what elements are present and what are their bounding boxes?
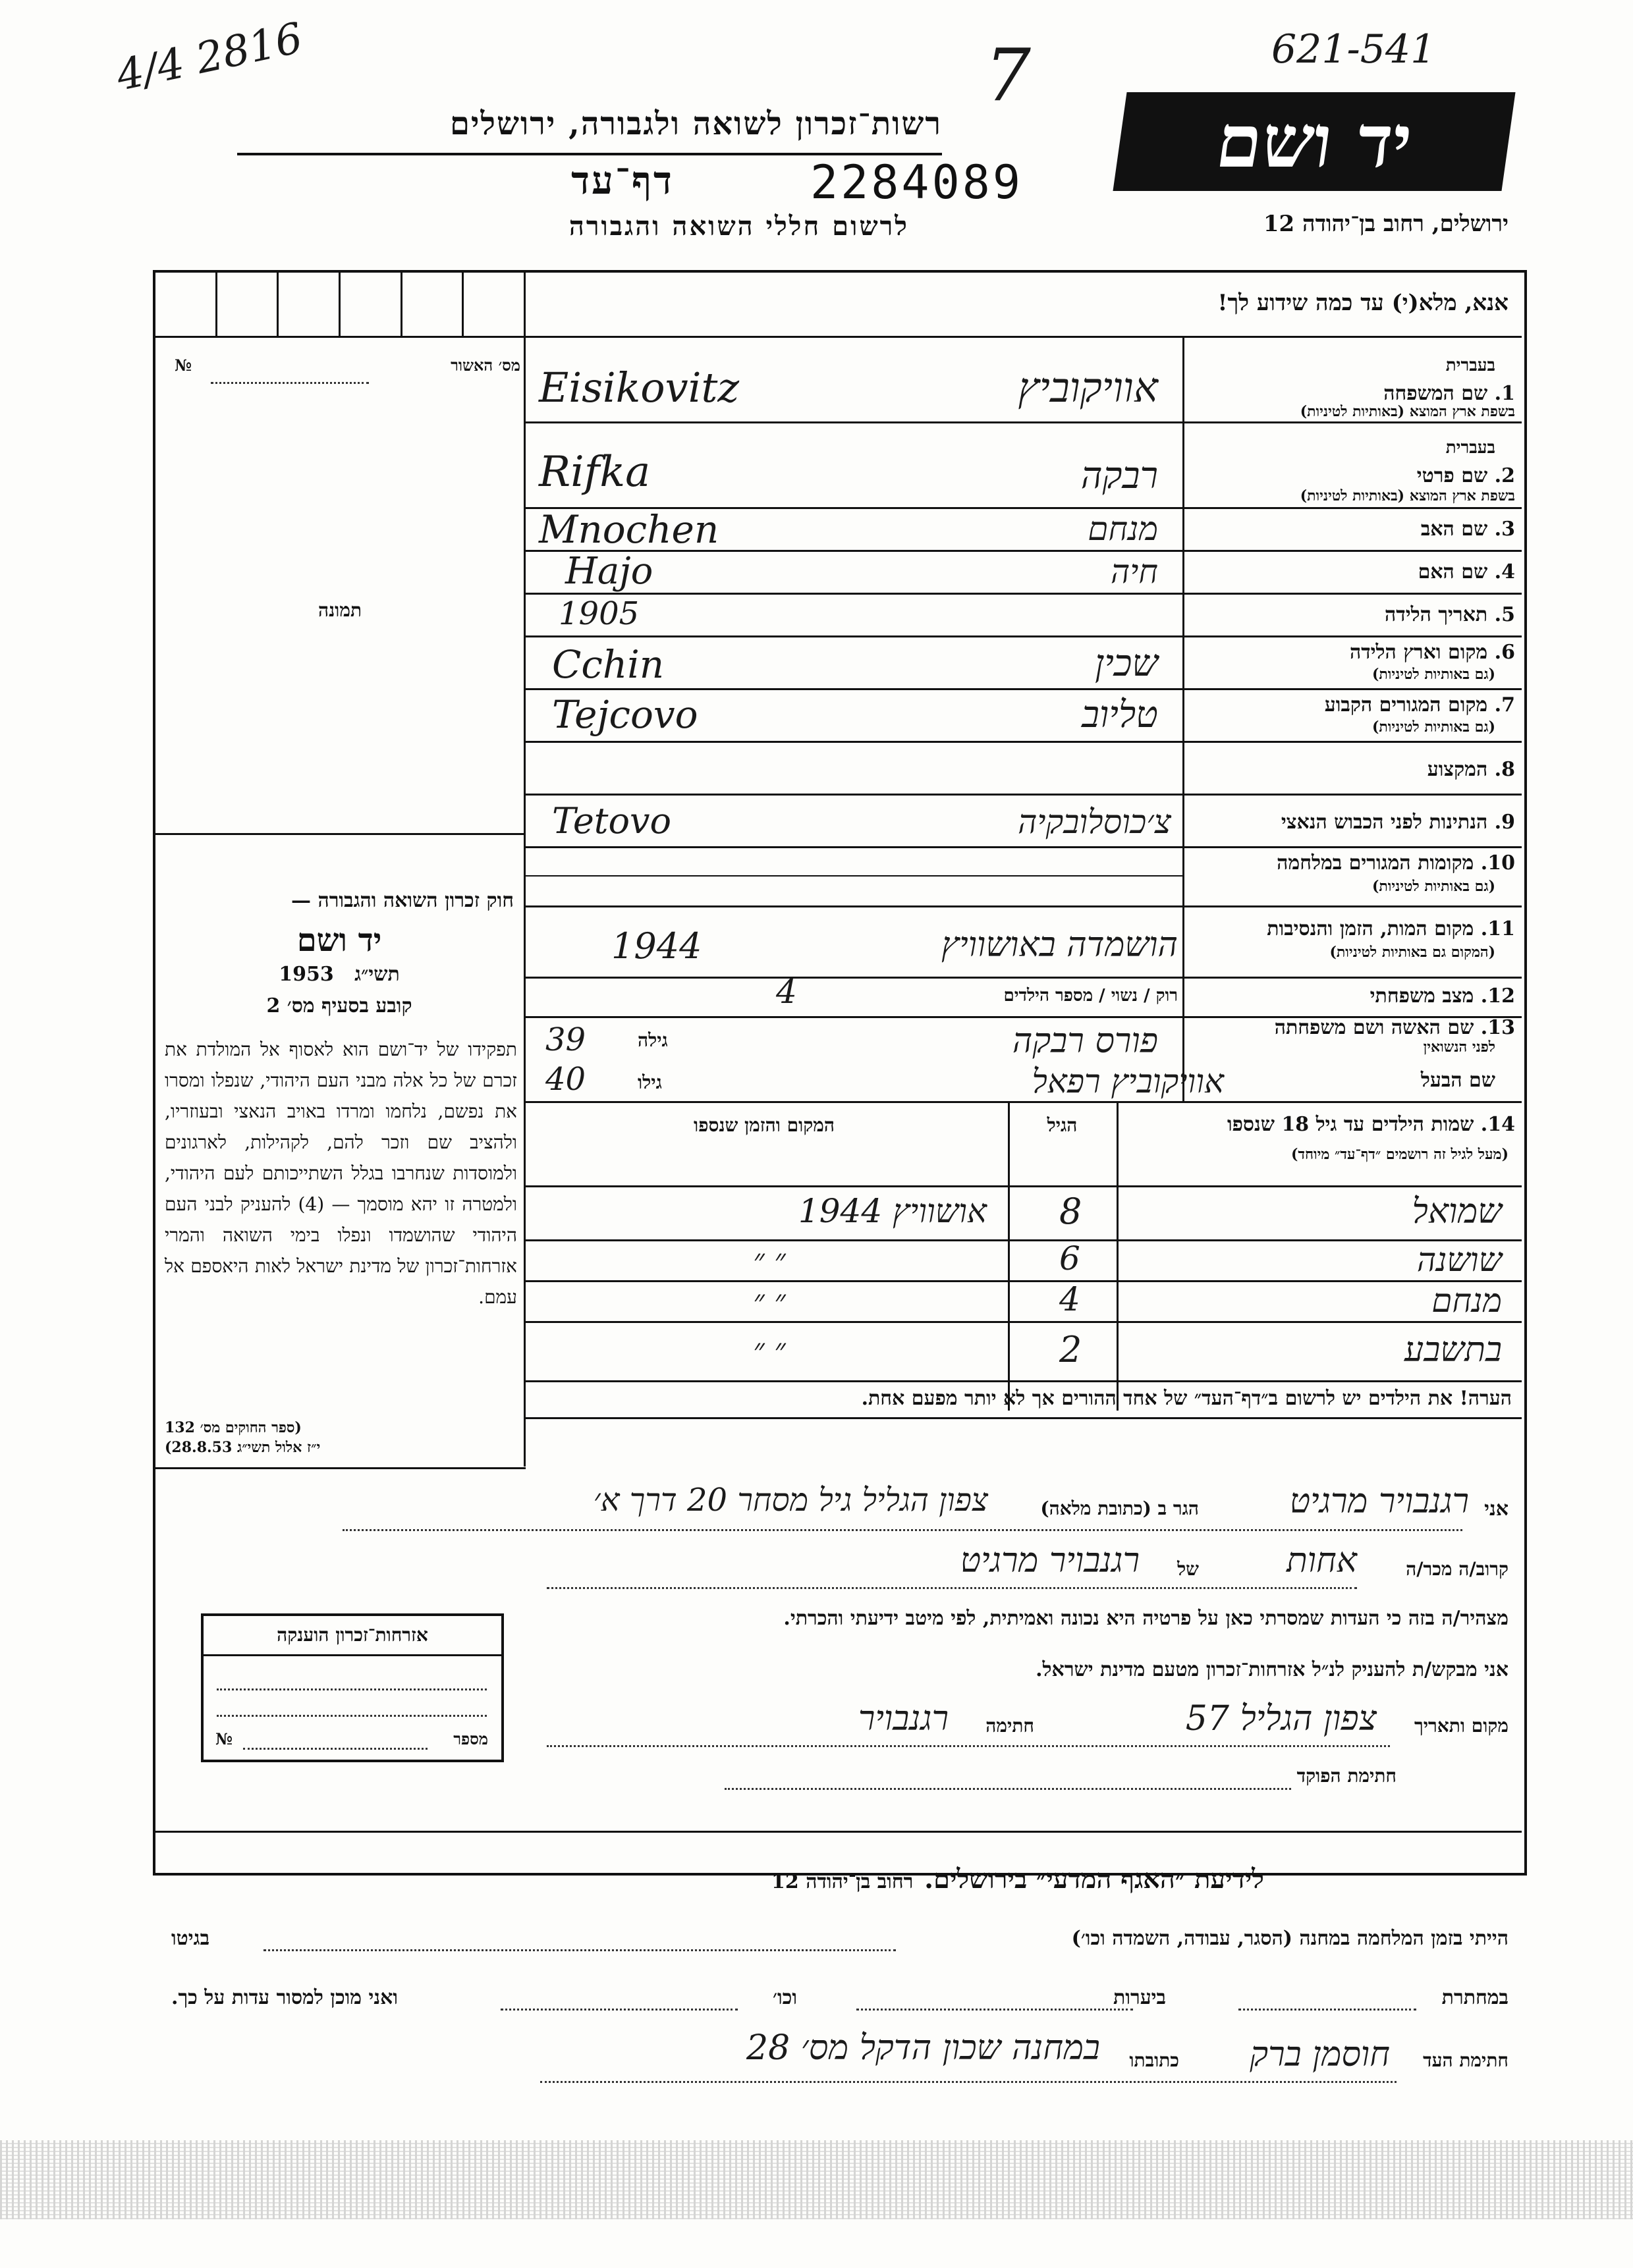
field-residence-sub: (גם באותיות לטיניות) [1371, 718, 1495, 736]
children-number: 14. [1480, 1113, 1515, 1136]
law-name: יד ושם [296, 922, 382, 959]
field-wife-label [1275, 1016, 1515, 1039]
law-heading: חוק זכרון השואה והגבורה — [291, 889, 514, 912]
field-birthplace-label-text: מקום וארץ הלידה [1349, 641, 1488, 664]
field-surname-label-text: שם המשפחה [1383, 382, 1488, 405]
field-row-residence [526, 688, 1522, 743]
witness-signature-label: חתימת העד [1423, 2049, 1508, 2071]
child-3-age[interactable]: 4 [1059, 1280, 1080, 1318]
field-wartime-number: 10. [1480, 851, 1515, 875]
field-row-mother [526, 550, 1522, 595]
child-row-2 [526, 1239, 1522, 1282]
field-mother-label-text: שם האם [1418, 560, 1488, 583]
child-2-place[interactable]: ״ ״ [753, 1242, 786, 1278]
approval-boxes [155, 271, 524, 336]
declarant-relation[interactable]: אחות [1287, 1541, 1357, 1580]
field-father-latin[interactable]: Mnochen [539, 507, 719, 552]
field-husband-label: שם הבעל [1420, 1069, 1495, 1092]
field-mother-number: 4. [1494, 560, 1515, 583]
field-row-death [526, 905, 1522, 979]
declarant-address[interactable]: צפון הגליל גיל מסחר 20 דרך א׳ [593, 1482, 988, 1519]
field-firstname-latin[interactable]: Rifka [539, 448, 651, 497]
field-death-year[interactable]: 1944 [611, 925, 702, 967]
photocopy-noise [0, 2140, 1633, 2219]
field-death-sub: (המקום גם באותיות לטיניות) [1329, 944, 1495, 961]
photo-bottom-line [155, 833, 524, 835]
law-year-row [165, 963, 514, 986]
children-col-place: המקום והזמן שנספו [694, 1114, 835, 1136]
law-year: 1953 [279, 963, 334, 986]
field-birthplace-number: 6. [1494, 641, 1515, 664]
field-birthdate-label-text: תאריך הלידה [1385, 603, 1488, 626]
field-firstname-label-text: שם פרטי [1416, 464, 1488, 487]
child-3-name[interactable]: מנחם [1431, 1282, 1502, 1320]
field-row-father [526, 507, 1522, 552]
bottom-address: רחוב בן־יהודה 12 [771, 1870, 914, 1893]
field-firstname-hebrew-tag: בעברית [1445, 438, 1495, 458]
field-profession-label [1427, 758, 1515, 781]
field-father-hebrew[interactable]: מנחם [1088, 510, 1158, 548]
field-birthdate-value[interactable]: 1905 [559, 595, 640, 632]
field-marital-number: 12. [1480, 985, 1515, 1008]
bottom-etc-label: וכו׳ [773, 1986, 797, 2009]
citizenship-number-label: מספר [453, 1729, 488, 1748]
field-husband-age-label: גילו [638, 1071, 662, 1093]
citizenship-title: אזרחות־זכרון הוענקה [277, 1624, 428, 1646]
field-wartime-label [1277, 851, 1515, 875]
witness-underline [540, 2081, 1397, 2083]
place-date-row [527, 1699, 1508, 1745]
yad-vashem-address: ירושלים, רחוב בן־יהודה 12 [1263, 211, 1508, 237]
bottom-camp-line[interactable] [263, 1949, 896, 1951]
citizenship-number-line[interactable] [243, 1748, 428, 1750]
field-row-wife [526, 1016, 1522, 1061]
field-surname-hebrew-tag: בעברית [1445, 356, 1495, 375]
children-heading [1120, 1113, 1515, 1136]
child-1-place[interactable]: אושוויץ 1944 [798, 1192, 987, 1230]
field-citizenship-label-text: הנתינות לפני הכבוש הנאצי [1281, 811, 1488, 834]
bottom-forests-line[interactable] [856, 2009, 1133, 2011]
declarant-line-1-underline [343, 1529, 1462, 1531]
witness-address-value[interactable]: במחנה שכון הדקל מס׳ 28 [746, 2028, 1100, 2068]
field-wife-label-text: שם האשה ושם משפחתה [1274, 1016, 1474, 1039]
children-top-line [526, 1101, 1522, 1103]
bottom-line-3 [461, 2028, 1508, 2081]
children-note: הערה! את הילדים יש לרשום ב״דף־העד״ של אחד ההורים אך לא יותר מפעם אחת. [861, 1387, 1512, 1410]
approval-n-label: № [175, 356, 192, 375]
field-surname-latin[interactable]: Eisikovitz [539, 364, 740, 412]
field-row-profession [526, 741, 1522, 796]
place-date-value[interactable]: צפון הגליל 57 [1185, 1699, 1377, 1739]
field-death-number: 11. [1480, 917, 1515, 940]
field-marital-label [1370, 985, 1515, 1008]
witness-address-label: כתובתו [1129, 2049, 1179, 2071]
field-wartime-sub: (גם באותיות לטיניות) [1371, 878, 1495, 895]
field-surname-number: 1. [1494, 382, 1515, 405]
law-reference: (ספר החוקים מס׳ 132 [165, 1419, 302, 1436]
law-section: קובע בסעיף מס׳ 2 [266, 994, 412, 1017]
declarant-of-label: של [1177, 1558, 1199, 1580]
field-profession-number: 8. [1494, 758, 1515, 781]
field-wife-sub: לפני הנשואין [1423, 1039, 1495, 1056]
declaration-text: מצהיר/ה בזה כי העדות שמסרתי כאן על פרטיה היא נכונה ואמיתית, לפי מיטב ידיעתי והכרתי. [783, 1607, 1508, 1630]
field-row-birthplace [526, 635, 1522, 690]
bottom-willing-label: ואני מוכן למסור עדות על כך. [171, 1986, 399, 2009]
child-row-4 [526, 1321, 1522, 1382]
child-row-1 [526, 1185, 1522, 1241]
law-reference-date: י״ז אלול תשי״ג 28.8.53) [165, 1439, 321, 1456]
law-box-bottom [155, 1467, 526, 1469]
child-1-age[interactable]: 8 [1059, 1191, 1082, 1232]
children-heading-sub: (מעל לגיל זה רושמים ״דף־עד״ מיוחד) [1290, 1146, 1508, 1163]
field-mother-hebrew[interactable]: חיה [1111, 553, 1158, 591]
child-1-name[interactable]: שמואל [1412, 1192, 1502, 1231]
bottom-title-row [527, 1864, 1508, 1895]
field-birthdate-label [1385, 603, 1515, 626]
field-row-firstname [526, 421, 1522, 509]
declarant-line-1 [329, 1482, 1508, 1528]
field-death-label-text: מקום המות, הזמן והנסיבות [1267, 917, 1474, 940]
top-center-mark: 7 [985, 33, 1031, 117]
field-residence-latin[interactable]: Tejcovo [552, 692, 698, 737]
field-wife-number: 13. [1480, 1016, 1515, 1039]
field-father-label-text: שם האב [1420, 518, 1488, 541]
fields-area [526, 337, 1522, 1101]
law-year-hebrew: תשי״ג [354, 963, 400, 986]
top-right-reference: 621-541 [1271, 26, 1436, 72]
bottom-camp-label: הייתי בזמן המלחמה במחנה (הסגר, עבודה, השמדה וכו׳) [1071, 1927, 1508, 1950]
bottom-title: לידיעת ״האגף המדעי״ בירושלים. [924, 1864, 1264, 1895]
officer-signature-line[interactable] [725, 1788, 1291, 1790]
child-4-place[interactable]: ״ ״ [753, 1332, 786, 1367]
field-residence-number: 7. [1494, 693, 1515, 716]
instruction-text: אנא, מלא(י) עד כמה שידוע לך! [1217, 290, 1508, 316]
place-date-underline [547, 1745, 1390, 1747]
field-surname-sub: בשפת ארץ המוצא (באותיות לטיניות) [1300, 403, 1515, 420]
officer-signature-label: חתימת הפוקד [1296, 1765, 1397, 1787]
authority-line: רשות־זכרון לשואה ולגבורה, ירושלים [449, 105, 942, 142]
field-wife-age[interactable]: 39 [545, 1021, 586, 1058]
field-marital-options: רוק / נשוי / מספר הילדים [1003, 986, 1178, 1006]
child-row-3 [526, 1280, 1522, 1323]
field-father-number: 3. [1494, 518, 1515, 541]
bottom-underground-line[interactable] [1238, 2009, 1416, 2011]
field-marital-children-count[interactable]: 4 [776, 973, 797, 1011]
declarant-line-2-underline [547, 1587, 1357, 1589]
witness-signature-value[interactable]: חוסמן ברק [1250, 2035, 1390, 2074]
form-subtitle: לרשום חללי השואה והגבורה [568, 211, 909, 242]
bottom-forests-label: ביערות [1113, 1986, 1166, 2009]
field-surname-hebrew[interactable]: אוויקוביץ [1018, 364, 1158, 412]
bottom-line-1 [171, 1923, 1508, 1962]
place-date-label: מקום ותאריך [1414, 1715, 1508, 1737]
field-death-hebrew[interactable]: הושמדה באושוויץ [941, 925, 1178, 965]
declarant-line-2 [527, 1541, 1508, 1587]
approval-label: מס׳ האשור [451, 356, 520, 375]
field-citizenship-latin[interactable]: Tetovo [552, 800, 672, 842]
citizenship-n-label: № [215, 1729, 233, 1748]
field-row-husband [526, 1058, 1522, 1101]
law-body: תפקידו של יד־ושם הוא לאסוף אל המולדת את זכרם של כל אלה מבני העם היהודי, שנפלו ומסרו את נפשם, נלחמו ומרדו באויב הנאצי ובעוזריו, ולהציב שם וזכר להם, לקהילות, לארגונים ולמוסדות שנחרבו בגלל השתייכותם לעם היהודי, ולמטרה זו יהא מוסמך — (4) להעניק לבני העם היהודי שהושמדו ונפלו בימי השואה והמרי אזרחות־זכרון של מדינת ישראל לאות היאספם אל עמם. [165, 1039, 517, 1308]
signature-value[interactable]: רגנבויר [858, 1699, 949, 1739]
field-firstname-number: 2. [1494, 464, 1515, 487]
field-marital-label-text: מצב משפחתי [1370, 985, 1474, 1008]
field-birthplace-label [1350, 641, 1515, 664]
field-father-label [1421, 518, 1515, 541]
field-citizenship-number: 9. [1494, 811, 1515, 834]
bottom-etc-line[interactable] [501, 2009, 738, 2011]
declarant-name[interactable]: רגנבויר מרגיט [1289, 1482, 1469, 1521]
bottom-underground-label: במחתרת [1441, 1986, 1508, 2009]
field-row-wartime-residence [526, 846, 1522, 907]
child-4-age[interactable]: 2 [1059, 1329, 1082, 1370]
field-birthplace-hebrew[interactable]: שכין [1095, 642, 1158, 685]
declarant-relative-label: קרוב/ה מכר/ה [1406, 1558, 1508, 1580]
field-profession-label-text: המקצוע [1427, 758, 1488, 781]
field-firstname-sub: בשפת ארץ המוצא (באותיות לטיניות) [1300, 487, 1515, 504]
citizenship-box [201, 1613, 504, 1762]
child-4-name[interactable]: בתשבע [1404, 1330, 1502, 1370]
field-residence-label [1325, 693, 1515, 716]
photo-label: תמונה [318, 599, 362, 621]
declarant-i-label: אני [1484, 1498, 1508, 1521]
declarant-resident-label: הגר ב (כתובת מלאה) [1040, 1498, 1199, 1519]
children-col-age: הגיל [1047, 1114, 1078, 1136]
field-surname-label [1383, 382, 1515, 405]
children-heading-text: שמות הילדים עד גיל 18 שנספו [1227, 1113, 1474, 1136]
top-left-scribble: 4/4 2816 [112, 14, 307, 101]
bottom-section-top-line [155, 1831, 1522, 1833]
request-text: אני מבקש/ת להעניק לנ״ל אזרחות־זכרון מטעם מדינת ישראל. [1036, 1658, 1508, 1681]
approval-number-line[interactable] [211, 382, 369, 384]
child-3-place[interactable]: ״ ״ [753, 1283, 786, 1318]
child-2-name[interactable]: שושנה [1416, 1241, 1502, 1279]
field-husband-age[interactable]: 40 [545, 1061, 586, 1098]
field-wife-age-label: גילה [638, 1029, 668, 1051]
bottom-line-2 [171, 1982, 1508, 2022]
yad-vashem-logo: יד ושם [1113, 92, 1515, 191]
field-citizenship-hebrew[interactable]: צ׳כוסלובקיה [1018, 803, 1171, 841]
field-citizenship-label [1281, 811, 1515, 834]
signature-label: חתימה [985, 1715, 1034, 1737]
field-wartime-midline [526, 875, 1182, 877]
field-death-label [1267, 917, 1515, 940]
field-row-marital [526, 973, 1522, 1018]
approval-divider [155, 336, 524, 338]
field-birthdate-number: 5. [1494, 603, 1515, 626]
page-number: 2284089 [810, 155, 1024, 209]
field-birthplace-latin[interactable]: Cchin [552, 642, 665, 687]
declarant-of-name[interactable]: רגנבויר מרגיט [960, 1541, 1140, 1580]
field-birthplace-sub: (גם באותיות לטיניות) [1371, 666, 1495, 683]
field-wartime-label-text: מקומות המגורים במלחמה [1277, 851, 1474, 875]
field-residence-label-text: מקום המגורים הקבוע [1324, 693, 1488, 716]
field-firstname-hebrew[interactable]: רבקה [1080, 454, 1158, 497]
form-title: דף־עד [571, 158, 674, 203]
citizenship-line-1[interactable] [217, 1688, 487, 1690]
children-bottom-line [526, 1417, 1522, 1419]
field-firstname-label [1417, 464, 1515, 487]
field-mother-label [1418, 560, 1515, 583]
bottom-ghetto-label: בגיטו [171, 1927, 210, 1950]
citizenship-title-line [204, 1654, 501, 1656]
field-husband-name[interactable]: אוויקוביץ רפאל [1032, 1062, 1224, 1100]
field-row-surname [526, 337, 1522, 423]
citizenship-line-2[interactable] [217, 1715, 487, 1717]
field-mother-latin[interactable]: Hajo [565, 550, 653, 593]
field-residence-hebrew[interactable]: טליוב [1081, 693, 1158, 736]
child-2-age[interactable]: 6 [1059, 1239, 1080, 1278]
field-row-birthdate [526, 593, 1522, 637]
field-row-citizenship [526, 794, 1522, 848]
field-wife-name[interactable]: פורס רבקה [1012, 1021, 1158, 1061]
